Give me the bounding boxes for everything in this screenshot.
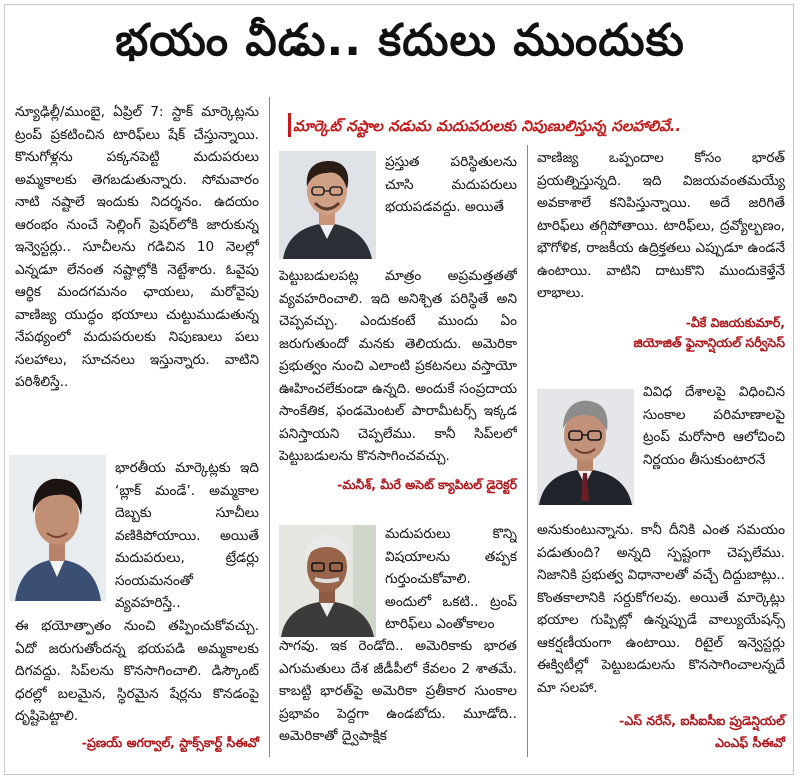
column1-quote-beside-photo: భారతీయ మార్కెట్లకు ఇది ‘బ్లాక్ మండే’. అమ్మకాల దెబ్బకు సూచీలు వణికిపోయాయి. అయితే మదుపరులు, ట్రేడర్లు సంయమనంతో వ్యవహరిస్తే.. bbox=[115, 460, 259, 611]
manish-portrait-icon bbox=[279, 151, 376, 259]
naren-photo bbox=[537, 389, 634, 505]
column3-byline2-org: జియోజిత్ ఫైనాన్షియల్ సర్వీసెస్ bbox=[633, 335, 785, 350]
column3-byline3-name: -ఎస్ నరేన్, ఐసీఐసీఐ ప్రుడెన్షియల్ bbox=[619, 713, 785, 728]
column1-intro: న్యూఢిల్లీ/ముంబై, ఏప్రిల్ 7: స్టాక్ మార్కెట్లను ట్రంప్ ప్రకటించిన టారిఫ్‌లు షేక్ చేస్తున్నాయి. కొనుగోళ్లను పక్కనపెట్టి మదుపరులు అమ్మకాలకు తెగబడుతున్నారు. సోమవారం నాటి నష్టాలే ఇందుకు నిదర్శనం. ఉదయం ఆరంభం నుంచే సెల్లింగ్ ప్రెషర్‌లోకి జారుకున్న ఇన్వెస్టర్లు.. సూచీలను గడిచిన 10 నెలల్లో ఎన్నడూ లేనంత నష్టాల్లోకి నెట్టేశారు. ఓవైపు ఆర్థిక మందగమనం ఛాయలు, మరోవైపు వాణిజ్య యుద్ధం భయాలు చుట్టుముడుతున్న నేపథ్యంలో మదుపరులకు నిపుణులు పలు సలహాలు, సూచనలు ఇస్తున్నారు. వాటిని పరిశీలిస్తే.. bbox=[15, 104, 259, 390]
vijayakumar-portrait-icon bbox=[279, 525, 376, 637]
column-rule-2 bbox=[527, 145, 528, 757]
column2-quote1-beside-photo: ప్రస్తుత పరిస్థితులను చూసి మదుపరులు భయపడవద్దు. అయితే bbox=[385, 154, 517, 215]
pranay-portrait-icon bbox=[9, 455, 106, 601]
column3-byline3-org: ఎంఎఫ్ సీఈవో bbox=[715, 735, 785, 750]
column2-byline1: -మనీశ్, మీరే అసెట్ క్యాపిటల్ డైరెక్టర్ bbox=[337, 477, 517, 492]
column2-quote2-rest: సాగవు. ఇక రెండోది.. అమెరికాకు భారత ఎగుమతులు దేశ జీడీపీలో కేవలం 2 శాతమే. కాబట్టి భారత్‌పై అమెరికా ప్రతీకార సుంకాల ప్రభావం పెద్దగా ఉండబోదు. మూడోది.. అమెరికాతో ద్వైపాక్షిక bbox=[279, 638, 517, 744]
column3-quote3-rest: అనుకుంటున్నాను. కానీ దీనికి ఎంత సమయం పడుతుంది? అన్నది స్పష్టంగా చెప్పలేము. నిజానికి ప్రభుత్వ విధానాలతో వచ్చే దిద్దుబాట్లు.. కొంతకాలానికి సర్దుకోగలవు. అయితే మార్కెట్లు భయాల గుప్పిట్లో ఉన్నప్పుడే వాల్యుయేషన్స్ ఆకర్షణీయంగా ఉంటాయి. రిటైల్ ఇన్వెస్టర్లు ఈక్విటీల్లో పెట్టుబడులను కొనసాగించాలన్నదే మా సలహా. bbox=[537, 522, 785, 696]
column1-quote-below-photo: ఈ భయోత్పాతం నుంచి తప్పించుకోవచ్చు. ఏదో జరుగుతోందన్న భయపడి అమ్మకాలకు దిగవద్దు. సిప్‌లను కొనసాగించాలి. డిస్కౌంట్ ధరల్లో బలమైన, స్థిరమైన షేర్లను కొనడంపై దృష్టిపెట్టాలి. bbox=[15, 618, 259, 724]
subheadline: మార్కెట్ నష్టాల నడుమ మదుపరులకు నిపుణులిస్తున్న సలహాలివే.. bbox=[293, 117, 682, 135]
naren-portrait-icon bbox=[537, 389, 634, 505]
newspaper-clipping bbox=[4, 4, 794, 775]
manish-photo bbox=[279, 151, 376, 259]
column2-quote1-rest: పెట్టుబడులపట్ల మాత్రం అప్రమత్తతతో వ్యవహరించాలి. ఇది అనిశ్చిత పరిస్థితే అని చెప్పవచ్చు. ఎందుకంటే ముందు ఏం జరుగుతుందో మనకు తెలియదు. అమెరికా ప్రభుత్వం నుంచి ఎలాంటి ప్రకటనలు వస్తాయో ఊహించలేకుండా ఉన్నది. అందుకే సంప్రదాయ సాంకేతిక, ఫండమెంటల్ పారామీటర్స్ ఇక్కడ పనిస్తాయని చెప్పలేము. కానీ సిప్‌లలో పెట్టుబడులను కొనసాగించవచ్చు. bbox=[279, 268, 517, 464]
column1-byline: -ప్రణయ్ అగర్వాల్, స్టాక్స్‌కార్ట్ సీఈవో bbox=[81, 735, 259, 750]
column3-quote2-continued: వాణిజ్య ఒప్పందాల కోసం భారత్ ప్రయత్నిస్తున్నది. ఇది విజయవంతమయ్యే అవకాశాలే కనిపిస్తున్నాయి. అదే జరిగితే టారిఫ్‌లు తగ్గిపోతాయి. టారిఫ్‌లు, ద్రవ్యోల్బణం, భౌగోళిక, రాజకీయ ఉద్రిక్తతలు ఎప్పుడూ ఉండనే ఉంటాయి. వాటిని దాటుకొని ముందుకెళ్తేనే లాభాలు. bbox=[537, 150, 785, 301]
vijayakumar-photo bbox=[279, 525, 376, 637]
headline: భయం వీడు.. కదులు ముందుకు bbox=[115, 15, 685, 66]
pranay-photo bbox=[9, 455, 106, 601]
column-rule-1 bbox=[269, 97, 270, 757]
column3-quote3-beside-photo: వివిధ దేశాలపై విధించిన సుంకాల పరిమాణాలపై ట్రంప్ మరోసారి ఆలోచించి నిర్ణయం తీసుకుంటారనే bbox=[643, 384, 785, 468]
subheadline-accent-bar bbox=[288, 113, 291, 137]
column2-quote2-beside-photo: మదుపరులు కొన్ని విషయాలను తప్పక గుర్తుంచుకోవాలి. అందులో ఒకటి.. ట్రంప్ టారిఫ్‌లు ఎంతోకాలం bbox=[385, 526, 517, 632]
column3-byline2-name: -వీకే విజయకుమార్, bbox=[685, 315, 785, 330]
